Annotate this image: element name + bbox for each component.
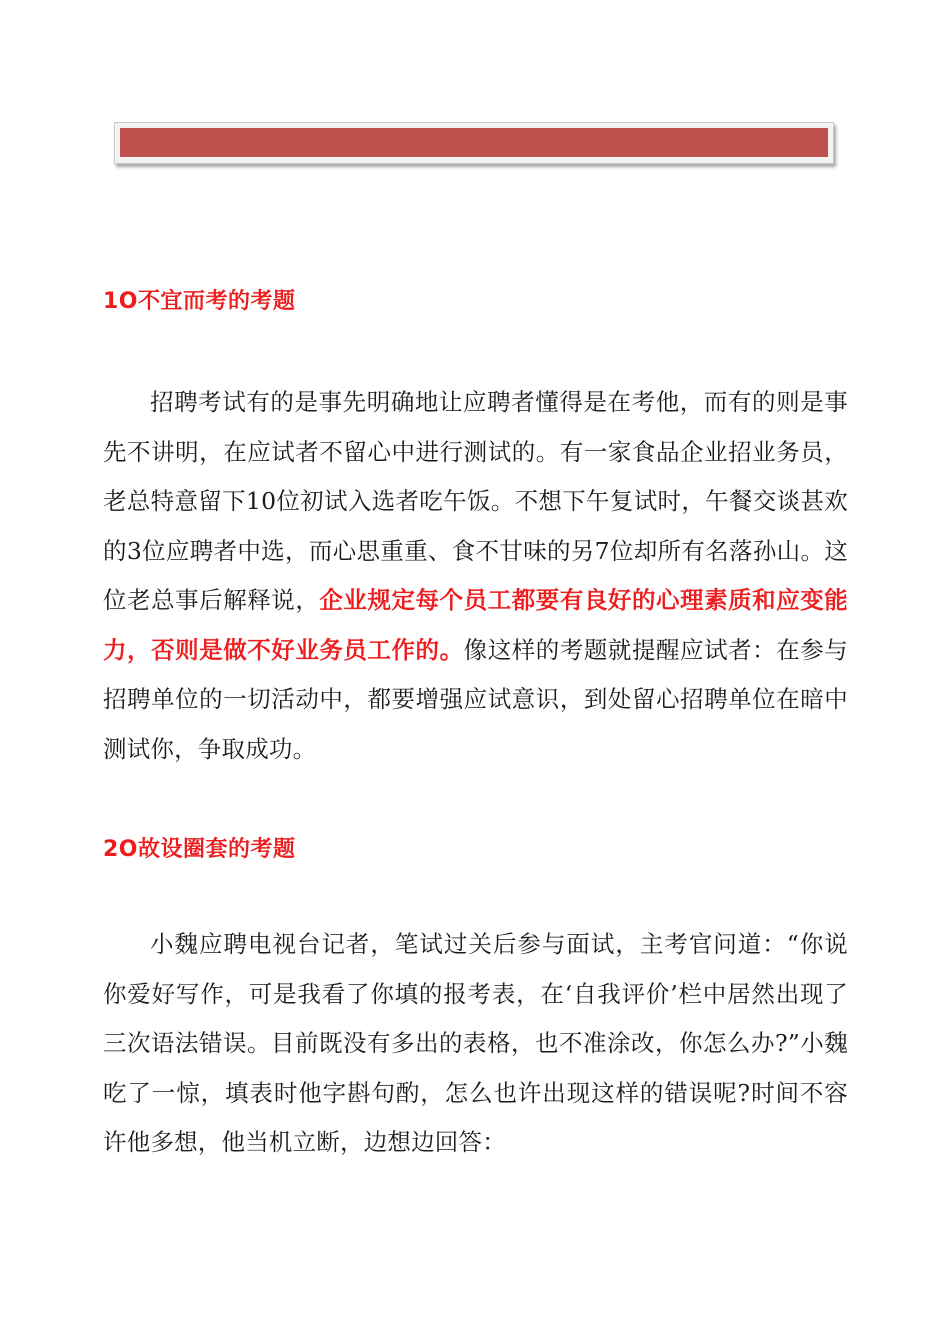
- section-2-heading: 2O故设圈套的考题: [103, 837, 296, 862]
- section-1-heading: 1O不宜而考的考题: [103, 289, 296, 314]
- section-1-paragraph: [103, 378, 848, 774]
- header-banner: [114, 122, 834, 164]
- section-1-text-before: 招聘考试有的是事先明确地让应聘者懂得是在考他，而有的则是事先不讲明，在应试者不留心中进行测试的。有一家食品企业招业务员，老总特意留下10位初试入选者吃午饭。不想下午复试时，午餐交谈甚欢的3位应聘者中选，而心思重重、食不甘味的另7位却所有名落孙山。这位老总事后解释说，: [103, 388, 848, 614]
- section-1-text-after: 像这样的考题就提醒应试者：在参与招聘单位的一切活动中，都要增强应试意识，到处留心招聘单位在暗中测试你，争取成功。: [103, 635, 849, 763]
- section-2-paragraph: 小魏应聘电视台记者，笔试过关后参与面试，主考官问道：“你说你爱好写作，可是我看了你填的报考表，在‘自我评价’栏中居然出现了三次语法错误。目前既没有多出的表格，也不准涂改，你怎么办?”小魏吃了一惊，填表时他字斟句酌，怎么也许出现这样的错误呢?时间不容许他多想，他当机立断，边想边回答：: [103, 930, 848, 1156]
- section-1-highlight: 企业规定每个员工都要有良好的心理素质和应变能力，否则是做不好业务员工作的。: [103, 586, 848, 664]
- header-banner-bar: [120, 128, 828, 157]
